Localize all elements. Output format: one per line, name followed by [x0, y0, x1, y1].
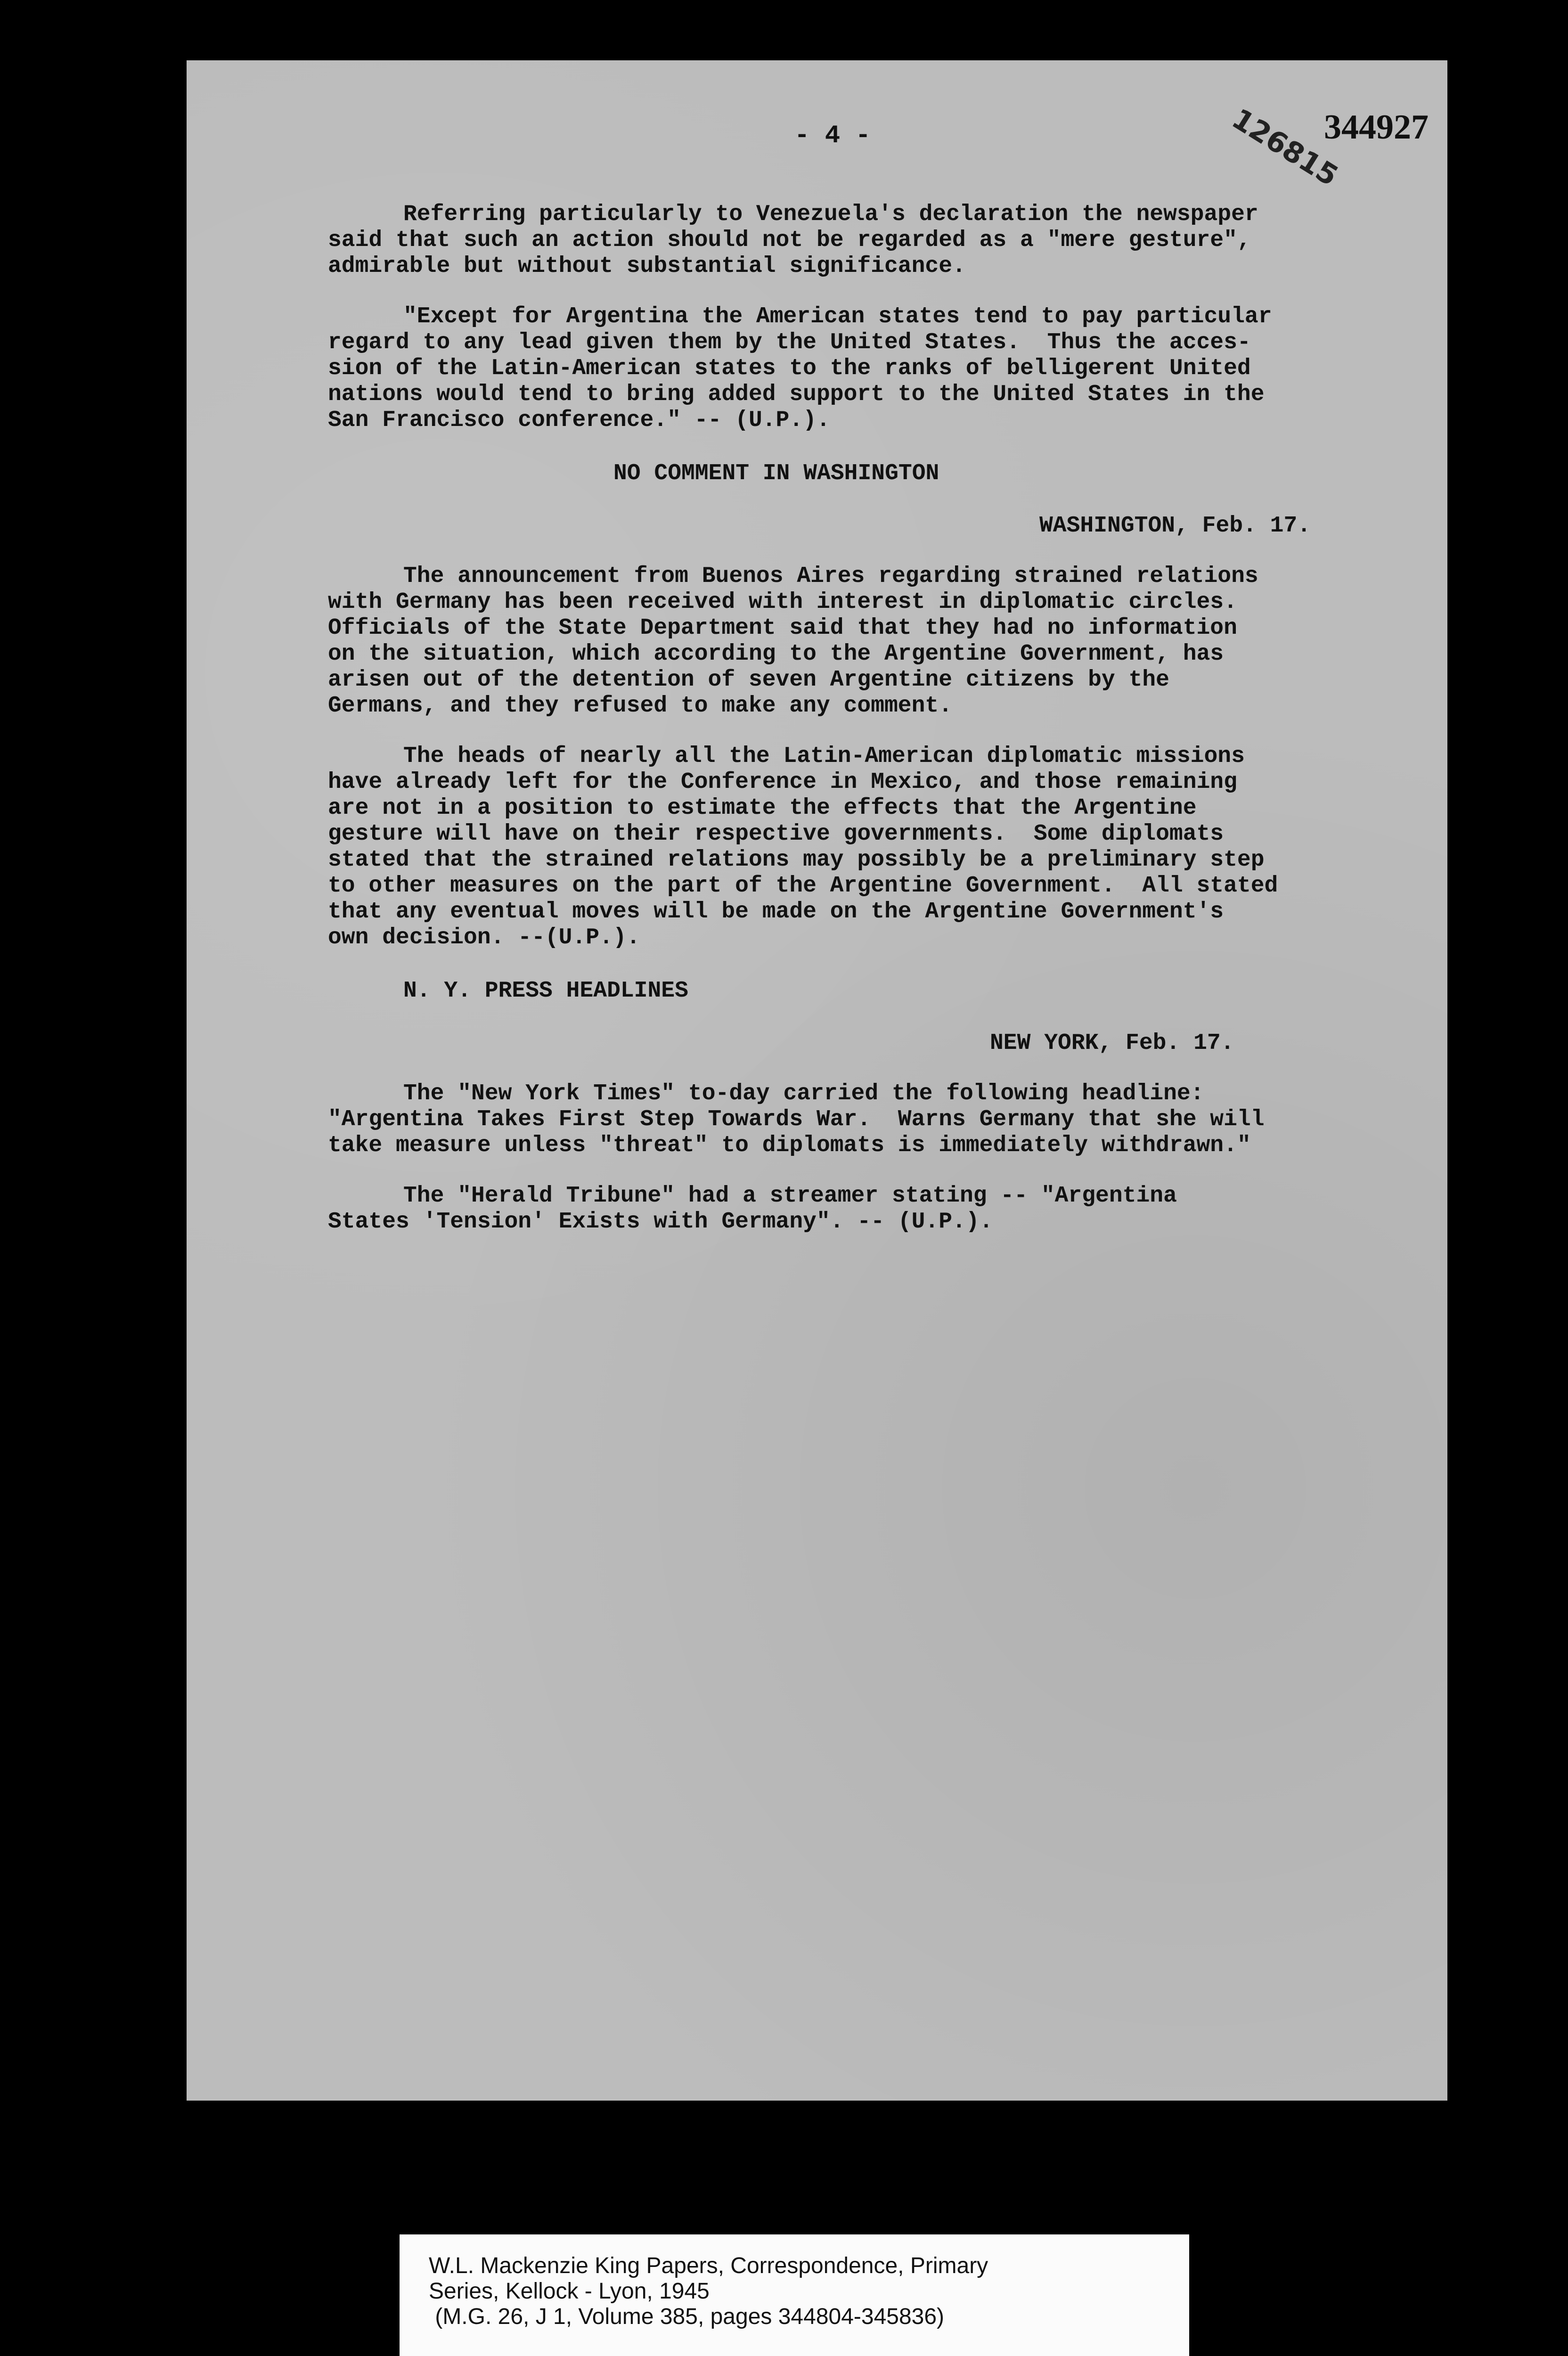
label-line: (M.G. 26, J 1, Volume 385, pages 344804-345836) — [429, 2304, 945, 2329]
paragraph: Referring particularly to Venezuela's declaration the newspaper said that such an action should not be regarded as a "mere gesture", admirable but without substantial significance. — [328, 202, 1258, 279]
archive-reference-label — [400, 2234, 1189, 2356]
dateline: WASHINGTON, Feb. 17. — [1039, 513, 1311, 539]
label-line: Series, Kellock - Lyon, 1945 — [429, 2279, 710, 2304]
paragraph: The "New York Times" to-day carried the following headline: "Argentina Takes First Step Towards War. Warns Germany that she will take measure unless "threat" to diplomats is immediately withdrawn." — [328, 1081, 1265, 1158]
paragraph: The announcement from Buenos Aires regarding strained relations with Germany has been received with interest in diplomatic circles. Officials of the State Department said that they had no information on the situation, which according to the Argentine Government, has arisen out of the detention of seven Argentine citizens by the Germans, and they refused to make any comment. — [328, 564, 1258, 719]
section-heading: N. Y. PRESS HEADLINES — [403, 978, 688, 1004]
paragraph: The "Herald Tribune" had a streamer stating -- "Argentina States 'Tension' Exists with Germany". -- (U.P.). — [328, 1183, 1177, 1235]
stamp-number: 344927 — [1324, 108, 1429, 147]
label-line: W.L. Mackenzie King Papers, Correspondence, Primary — [429, 2253, 988, 2278]
page-number: - 4 - — [794, 122, 871, 150]
paragraph: The heads of nearly all the Latin-American diplomatic missions have already left for the Conference in Mexico, and those remaining are not in a position to estimate the effects that the Argentine gesture will have on their respective governments. Some diplomats stated that the strained relations may possibly be a preliminary step to other measures on the part of the Argentine Government. All stated that any eventual moves will be made on the Argentine Government's own decision. --(U.P.). — [328, 744, 1278, 950]
section-heading: NO COMMENT IN WASHINGTON — [613, 461, 939, 486]
document-page — [187, 60, 1447, 2101]
paragraph: "Except for Argentina the American states tend to pay particular regard to any lead given them by the United States. Thus the acces- sion of the Latin-American states to the ranks of belligerent United nations would tend to bring added support to the United States in the San Francisco conference." -- (U.P.). — [328, 304, 1272, 433]
dateline: NEW YORK, Feb. 17. — [990, 1031, 1234, 1056]
document-body — [328, 202, 1430, 1260]
handwritten-number: 126815 — [1225, 102, 1344, 193]
